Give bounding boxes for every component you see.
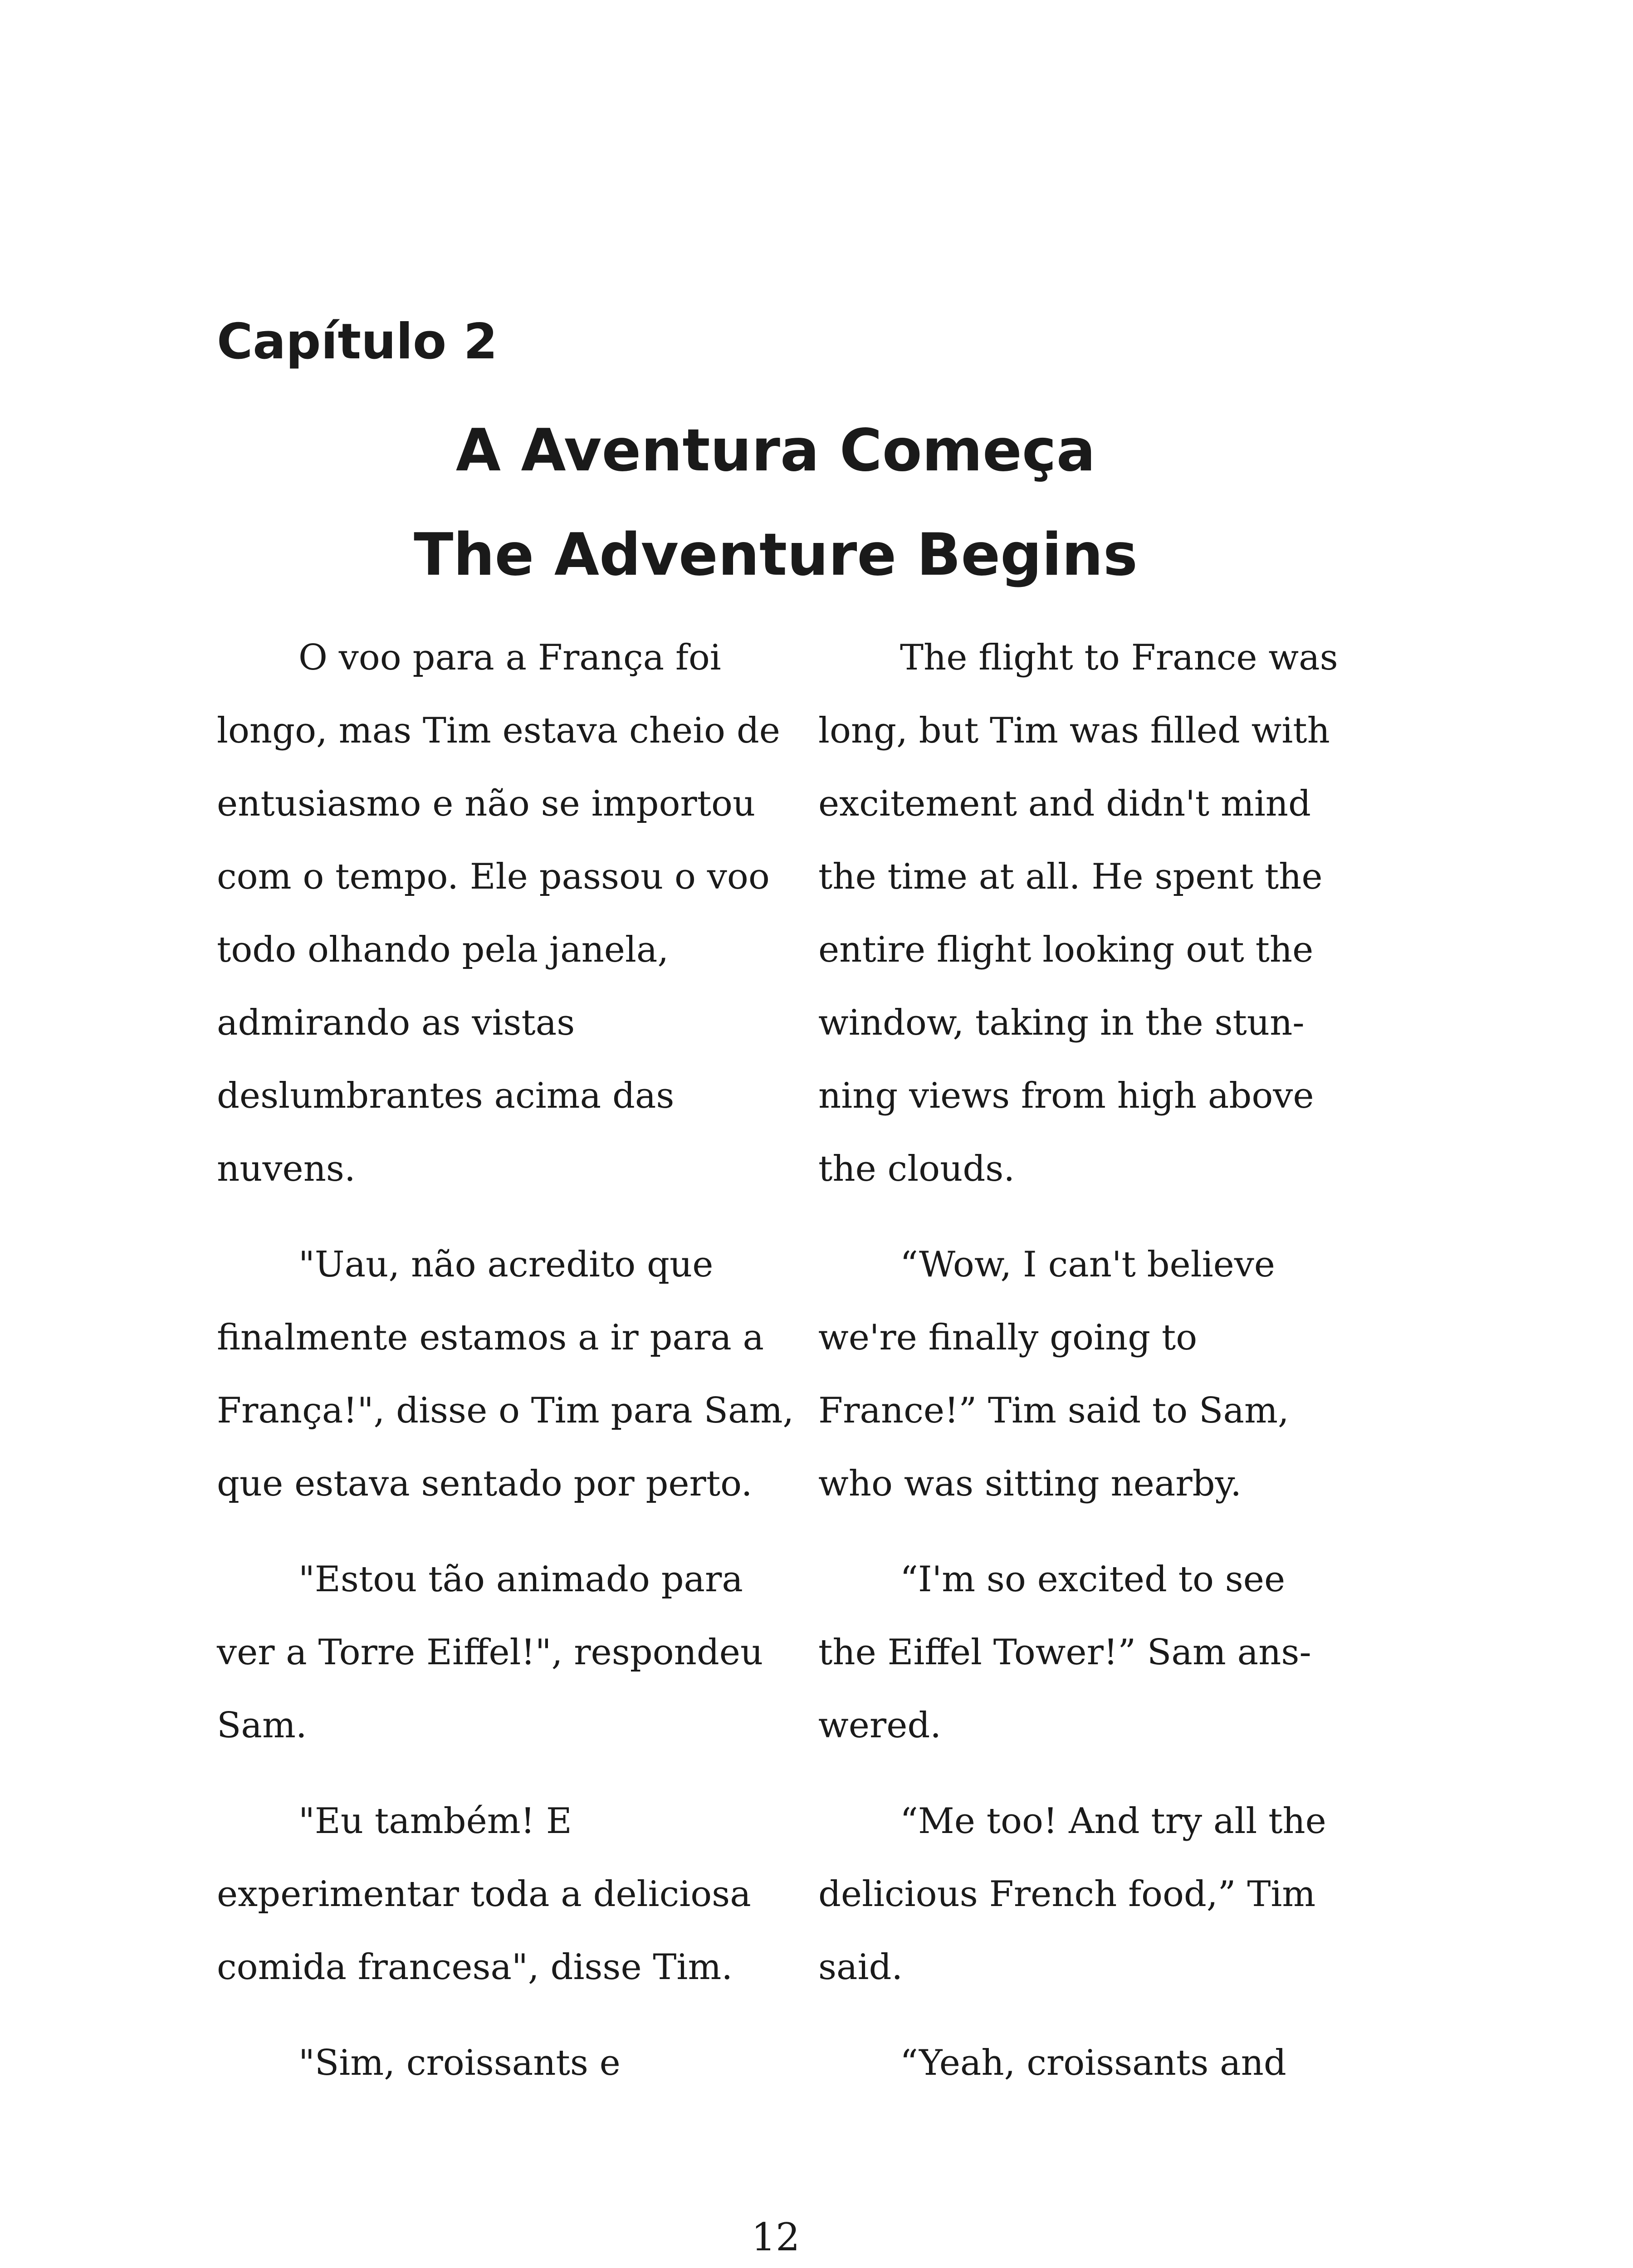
text-line: we're finally going to: [818, 1317, 1198, 1358]
paragraph: [818, 2027, 1390, 2100]
text-line: comida francesa", disse Tim.: [217, 1947, 733, 1988]
page-number: 12: [751, 2215, 800, 2259]
paragraph: [217, 2027, 788, 2100]
text-line: nuvens.: [217, 1149, 356, 1189]
text-line: France!” Tim said to Sam,: [818, 1390, 1289, 1431]
text-line: “Wow, I can't believe: [900, 1244, 1275, 1285]
text-line: said.: [818, 1947, 903, 1988]
text-line: long, but Tim was filled with: [818, 710, 1330, 751]
paragraph: [818, 1785, 1390, 2004]
paragraph: [818, 1543, 1390, 1762]
text-line: Sam.: [217, 1705, 307, 1746]
text-line: finalmente estamos a ir para a: [217, 1317, 764, 1358]
paragraph: [217, 1543, 788, 1762]
text-line: "Eu também! E: [298, 1801, 572, 1842]
paragraph: [818, 1228, 1390, 1520]
text-line: “Yeah, croissants and: [900, 2043, 1286, 2083]
text-line: the clouds.: [818, 1149, 1015, 1189]
text-line: window, taking in the stun-: [818, 1002, 1305, 1043]
text-line: entusiasmo e não se importou: [217, 783, 756, 824]
text-line: deslumbrantes acima das: [217, 1075, 675, 1116]
chapter-title-english: The Adventure Begins: [414, 521, 1138, 589]
text-line: "Sim, croissants e: [298, 2043, 621, 2083]
text-line: "Uau, não acredito que: [298, 1244, 714, 1285]
portuguese-text-column: [217, 621, 794, 2122]
text-line: ning views from high above: [818, 1075, 1314, 1116]
paragraph: [217, 1228, 794, 1520]
text-line: “Me too! And try all the: [900, 1801, 1326, 1842]
text-line: The flight to France was: [900, 637, 1338, 678]
chapter-label: Capítulo 2: [217, 313, 498, 370]
text-line: “I'm so excited to see: [900, 1559, 1286, 1600]
text-line: O voo para a França foi: [298, 637, 721, 678]
chapter-title-portuguese: A Aventura Começa: [455, 417, 1096, 484]
text-line: wered.: [818, 1705, 942, 1746]
paragraph: [217, 1785, 788, 2004]
text-line: entire flight looking out the: [818, 929, 1314, 970]
text-line: delicious French food,” Tim: [818, 1874, 1316, 1915]
paragraph: [217, 621, 788, 1206]
english-text-column: [818, 621, 1390, 2122]
text-line: ver a Torre Eiffel!", respondeu: [217, 1632, 763, 1673]
text-line: the time at all. He spent the: [818, 856, 1323, 897]
paragraph: [818, 621, 1390, 1206]
text-line: excitement and didn't mind: [818, 783, 1311, 824]
text-line: longo, mas Tim estava cheio de: [217, 710, 780, 751]
text-line: "Estou tão animado para: [298, 1559, 743, 1600]
text-line: the Eiffel Tower!” Sam ans-: [818, 1632, 1311, 1673]
text-line: que estava sentado por perto.: [217, 1463, 753, 1504]
text-line: experimentar toda a deliciosa: [217, 1874, 751, 1915]
text-line: França!", disse o Tim para Sam,: [217, 1390, 794, 1431]
text-line: who was sitting nearby.: [818, 1463, 1242, 1504]
text-line: todo olhando pela janela,: [217, 929, 669, 970]
text-line: admirando as vistas: [217, 1002, 575, 1043]
text-line: com o tempo. Ele passou o voo: [217, 856, 770, 897]
